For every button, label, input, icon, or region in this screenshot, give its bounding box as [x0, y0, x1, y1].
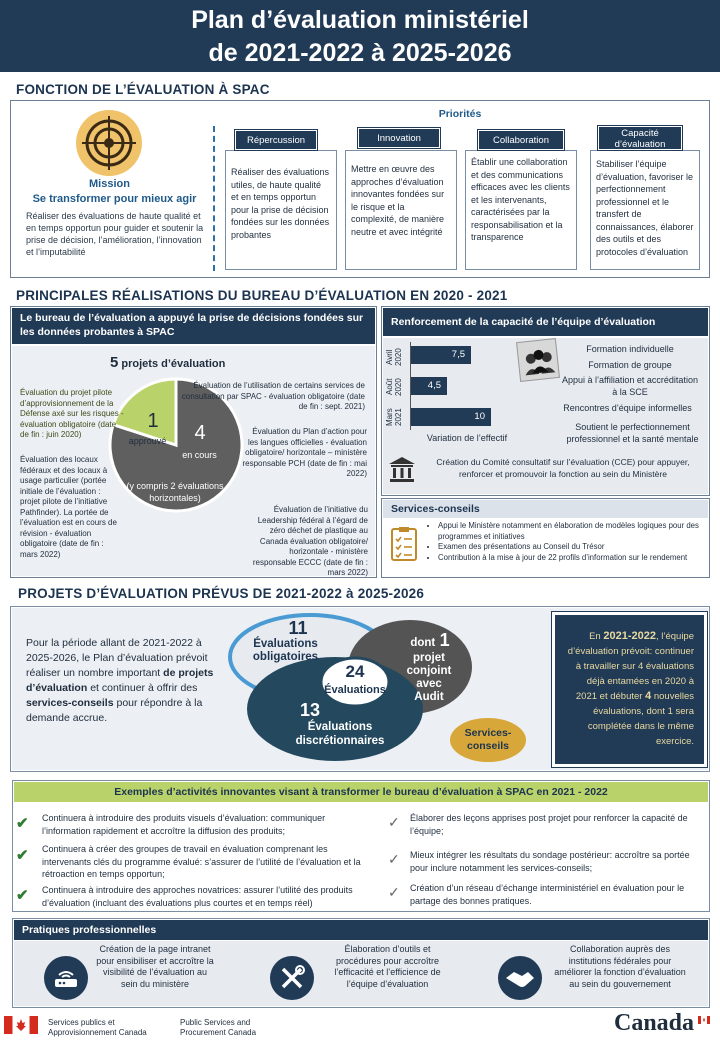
priority-card-innovation [345, 150, 457, 270]
priorities-title: Priorités [438, 108, 482, 120]
in-progress-label: en cours [182, 450, 217, 460]
intro-text: pour répondre à la demande accrue. [26, 697, 203, 724]
wordmark-flag-icon [698, 1011, 710, 1019]
plan-2021-box [552, 612, 707, 767]
page-header [0, 0, 720, 72]
bar-category-label: Avril 2020 [385, 348, 403, 366]
intro-bold-services: services-conseils [26, 697, 114, 709]
dept-name-en [180, 1018, 256, 1038]
exemple-right-item: Création d’un réseau d’échange interministériel en évaluation pour le partage des bonnes pratiques. [410, 883, 685, 906]
divider [213, 126, 215, 271]
plan-num: 4 [645, 690, 652, 702]
priority-tab-repercussion: Répercussion [235, 130, 317, 150]
dept-name-fr [48, 1018, 147, 1038]
note-defense: Évaluation du projet pilote d’approvisionnement de la Défense axé sur les risques - évaluation obligatoire (date de fin : juin 2020) [20, 388, 124, 439]
services-header: Services-conseils [383, 500, 708, 518]
joint-label: projet conjoint avec Audit [406, 652, 452, 703]
canada-wordmark: Canada [614, 1010, 695, 1036]
outline-check-icon: ✓ [388, 814, 400, 830]
team-icon [516, 338, 560, 382]
total-label: Évaluations [324, 684, 386, 696]
approved-value: 1 [147, 410, 159, 432]
plan-text: nouvelles évaluations, dont 1 sera complétée dans le même exercice. [587, 691, 694, 747]
capacity-item: Appui à l’affiliation et accréditation à la SCE [562, 375, 698, 397]
exemple-left-item: Continuera à créer des groupes de travail en évaluation comprenant les intervenants clés du programme évalué: s’assurer de l’utilité de l’évaluation et la rétroaction en temps opportun; [42, 844, 361, 879]
joint-num: 1 [439, 630, 450, 650]
exemples-title: Exemples d’activités innovantes visant à transformer le bureau d’évaluation à SPAC en 2021 - 2022 [14, 782, 708, 802]
outline-check-icon: ✓ [388, 851, 400, 867]
bar-april-2020: 7,5 [411, 346, 471, 364]
bar-august-2020: 4,5 [411, 377, 447, 395]
dept-fr-line: Approvisionnement Canada [48, 1028, 147, 1037]
check-icon: ✔ [16, 887, 29, 904]
pratique-item: Création de la page intranet pour ensibiliser et accroître la visibilité de l’évaluation au sein du ministère [96, 944, 214, 989]
router-icon [44, 956, 88, 1000]
capacity-header: Renforcement de la capacité de l’équipe d’évaluation [383, 308, 708, 336]
intro-text: et continuer à offrir des [90, 682, 198, 694]
priority-card-capacite [590, 150, 700, 270]
exemple-left-item: Continuera à introduire des produits visuels d’évaluation: communiquer l’information rapidement et accroître la diffusion des produits; [42, 813, 326, 836]
projects-heading [110, 354, 225, 371]
cce-text: Création du Comité consultatif sur l’évaluation (CCE) pour appuyer, renforcer et promouvoir la fonction au sein du Ministère [436, 457, 690, 479]
disc-num: 13 [299, 700, 321, 720]
capacity-item: Formation individuelle [586, 344, 674, 354]
section-title-projets: PROJETS D’ÉVALUATION PRÉVUS DE 2021-2022 à 2025-2026 [18, 586, 425, 601]
projects-label: projets d’évaluation [121, 358, 226, 370]
building-icon [387, 455, 417, 483]
check-icon: ✔ [16, 815, 29, 832]
section-title-fonction: FONCTION DE L’ÉVALUATION À SPAC [16, 82, 270, 97]
note-plastique: Évaluation de l’initiative du Leadership fédéral à l’égard de zéro déchet de plastique au Canada évaluation obligatoire/ horizontale - ministère responsable ECCC (date de fin : mars 2022) [252, 505, 368, 577]
priority-card-collaboration [465, 150, 577, 270]
header-title-line2: de 2021-2022 à 2025-2026 [208, 39, 512, 67]
services-item: • Examen des présentations au Conseil du Trésor [438, 542, 702, 553]
bar-march-2021: 10 [411, 408, 491, 426]
handshake-icon [498, 956, 542, 1000]
capacity-item: Formation de groupe [588, 360, 672, 370]
checklist-icon [390, 526, 418, 562]
mission-text: Réaliser des évaluations de haute qualité et en temps opportun pour guider et soutenir la prise de décision, l’amélioration, l’innovation et l’imputabilité [26, 211, 204, 257]
target-icon [76, 110, 142, 176]
priority-tab-capacite: Capacité d’évaluation [598, 126, 682, 150]
in-progress-value: 4 [194, 422, 206, 444]
realisations-left-header: Le bureau de l’évaluation a appuyé la prise de décisions fondées sur les données probantes à SPAC [12, 308, 375, 344]
intro-bold-projects: de projets d’évaluation [26, 667, 214, 694]
services-list [430, 521, 702, 563]
intro-text: Pour la période allant de 2021-2022 à 2025-2026, le Plan d’évaluation prévoit réaliser un nombre important [26, 637, 208, 679]
bar-chart-title: Variation de l’effectif [426, 433, 508, 443]
dept-en-line: Public Services and [180, 1018, 251, 1027]
plan-text: En [589, 631, 601, 642]
disc-label: Évaluations discrétionnaires [295, 721, 385, 747]
exemple-left-item: Continuera à introduire des approches novatrices: assurer l’utilité des produits d’évaluation (incluant des évaluations plus courtes et en temps réel) [42, 885, 353, 908]
plan-year: 2021-2022 [603, 630, 656, 642]
joint-block [395, 630, 465, 651]
exemple-right-item: Mieux intégrer les résultats du sondage postérieur: accroître sa portée pour inclure notamment les services-conseils; [410, 850, 690, 873]
outline-check-icon: ✓ [388, 884, 400, 900]
capacity-item: Soutient le perfectionnement professionnel et la santé mentale [566, 422, 699, 444]
priority-text: Mettre en œuvre des approches d’évaluation innovantes fondées sur le risque et la complexité, de manière neutre et avec intégrité [351, 164, 445, 237]
plan-text: , l’équipe d’évaluation prévoit: continuer à travailler sur 4 évaluations déjà entamées en 2020 à 2021 et débuter [567, 631, 694, 702]
mandatory-label: Évaluations obligatoires [252, 638, 319, 663]
dept-en-line: Procurement Canada [180, 1028, 257, 1037]
mission-label: Mission [89, 178, 130, 190]
tools-icon [270, 956, 314, 1000]
horizontal-note: (y compris 2 évaluations horizontales) [126, 481, 224, 503]
priority-tab-innovation: Innovation [358, 128, 440, 148]
projects-count: 5 [110, 354, 119, 371]
total-num: 24 [345, 662, 365, 681]
priority-card-repercussion [225, 150, 337, 270]
mission-subtitle: Se transformer pour mieux agir [32, 193, 197, 205]
check-icon: ✔ [16, 847, 29, 864]
projets-intro [26, 636, 216, 726]
bar-category-label: Août 2020 [385, 378, 403, 396]
capacity-item: Rencontres d’équipe informelles [563, 403, 692, 413]
exemple-right-item: Élaborer des leçons apprises post projet pour renforcer la capacité de l’équipe; [410, 813, 688, 836]
services-bubble: Services-conseils [450, 718, 526, 762]
mandatory-num: 11 [288, 618, 308, 638]
pratique-item: Élaboration d’outils et procédures pour accroître l’efficacité et l’efficience de l’équipe d’évaluation [334, 944, 441, 989]
note-consultation: Évaluation de l’utilisation de certains services de consultation par SPAC - évaluation obligatoire (date de fin : sept. 2021) [181, 381, 365, 411]
header-title-line1: Plan d’évaluation ministériel [191, 6, 529, 34]
priority-text: Établir une collaboration et des communications efficaces avec les clients et les intervenants, caractérisées par la responsabilisation et la transparence [471, 157, 570, 242]
services-item: • Contribution à la mise à jour de 22 profils d’information sur le rendement [438, 553, 702, 564]
approved-label: approuvé [128, 436, 167, 446]
services-item: • Appui le Ministère notamment en élaboration de modèles logiques pour des programmes et initiatives [438, 521, 702, 542]
priority-tab-collaboration: Collaboration [478, 130, 564, 150]
priority-text: Stabiliser l’équipe d’évaluation, favoriser le perfectionnement professionnel et le transfert de connaissances, élaborer des outils et des protocoles d’évaluation [596, 159, 694, 257]
pratiques-title: Pratiques professionnelles [14, 920, 708, 940]
note-locaux: Évaluation des locaux fédéraux et des locaux à usage particulier (portée initiale de l’évaluation : projet pilote de l’initiative Pathfinder). La portée de l’évaluation est en cours de révision - évaluation obligatoire (date de fin : mars 2022) [20, 455, 117, 559]
pratique-item: Collaboration auprès des institutions fédérales pour améliorer la fonction d’évaluation au sein du gouvernement [554, 944, 686, 989]
bar-category-label: Mars 2021 [385, 408, 403, 426]
priority-text: Réaliser des évaluations utiles, de haute qualité et en temps opportun pour la prise de décision fondées sur les données probantes [231, 167, 330, 240]
dept-fr-line: Services publics et [48, 1018, 115, 1027]
canada-flag-icon [4, 1016, 38, 1034]
joint-prefix: dont [410, 637, 436, 649]
section-title-realisations: PRINCIPALES RÉALISATIONS DU BUREAU D’ÉVALUATION EN 2020 - 2021 [16, 288, 508, 303]
note-langues: Évaluation du Plan d’action pour les langues officielles - évaluation obligatoire/ horizontale – ministère responsable PCH (date de fin : mai 2022) [242, 427, 367, 478]
